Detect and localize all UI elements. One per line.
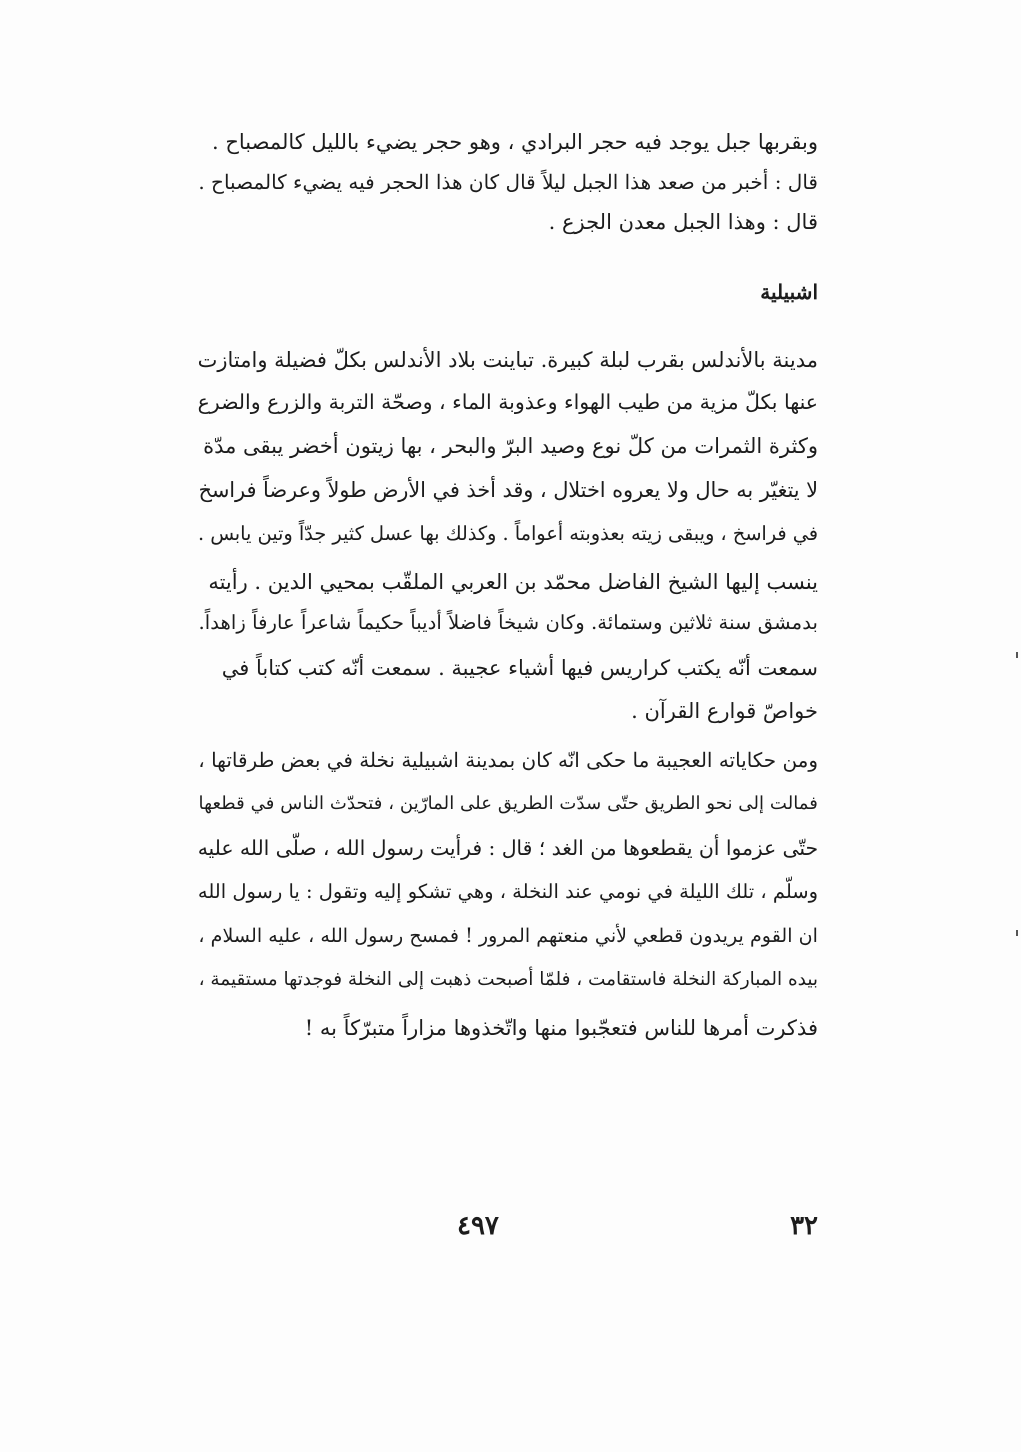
paragraph-line: وسلّم ، تلك الليلة في نومي عند النخلة ، وهي تشكو إليه وتقول : يا رسول الله (197, 880, 818, 903)
section-number: ٣٢ (790, 1211, 818, 1241)
page-number: ٤٩٧ (457, 1211, 499, 1241)
paragraph-line: حتّى عزموا أن يقطعوها من الغد ؛ قال : فرأيت رسول الله ، صلّى الله عليه (197, 836, 818, 860)
section-title: اشبيلية (760, 280, 818, 304)
paragraph-line: فذكرت أمرها للناس فتعجّبوا منها واتّخذوها مزاراً متبرّكاً به ! (304, 1016, 818, 1040)
paragraph-line: عنها بكلّ مزية من طيب الهواء وعذوبة الماء ، وصحّة التربة والزرع والضرع (197, 390, 818, 414)
scan-speck (1016, 930, 1018, 936)
paragraph-line: في فراسخ ، ويبقى زيته بعذوبته أعواماً . وكذلك بها عسل كثير جدّاً وتين يابس . (197, 522, 818, 545)
paragraph-line: بيده المباركة النخلة فاستقامت ، فلمّا أصبحت ذهبت إلى النخلة فوجدتها مستقيمة ، (198, 969, 818, 990)
paragraph-line: وكثرة الثمرات من كلّ نوع وصيد البرّ والبحر ، بها زيتون أخضر يبقى مدّة (203, 434, 818, 458)
paragraph-line: ينسب إليها الشيخ الفاضل محمّد بن العربي الملقّب بمحيي الدين . رأيته (208, 570, 818, 594)
paragraph-line: بدمشق سنة ثلاثين وستمائة. وكان شيخاً فاضلاً أديباً حكيماً شاعراً عارفاً زاهداً. (198, 611, 818, 634)
paragraph-line: لا يتغيّر به حال ولا يعروه اختلال ، وقد أخذ في الأرض طولاً وعرضاً فراسخ (198, 478, 818, 502)
paragraph-line: مدينة بالأندلس بقرب لبلة كبيرة. تباينت بلاد الأندلس بكلّ فضيلة وامتازت (197, 348, 818, 372)
paragraph-line: سمعت أنّه يكتب كراريس فيها أشياء عجيبة . سمعت أنّه كتب كتاباً في (221, 656, 818, 680)
intro-line: قال : أخبر من صعد هذا الجبل ليلاً قال كان هذا الحجر فيه يضيء كالمصباح . (198, 170, 818, 194)
scan-speck (1016, 652, 1018, 658)
paragraph-line: ان القوم يريدون قطعي لأني منعتهم المرور ! فمسح رسول الله ، عليه السلام ، (198, 924, 818, 947)
intro-line: قال : وهذا الجبل معدن الجزع . (548, 210, 818, 234)
paragraph-line: خواصّ قوارع القرآن . (631, 699, 818, 723)
paragraph-line: فمالت إلى نحو الطريق حتّى سدّت الطريق على المارّين ، فتحدّث الناس في قطعها (198, 793, 818, 814)
intro-line: وبقربها جبل يوجد فيه حجر البرادي ، وهو حجر يضيء بالليل كالمصباح . (211, 130, 818, 154)
paragraph-line: ومن حكاياته العجيبة ما حكى انّه كان بمدينة اشبيلية نخلة في بعض طرقاتها ، (198, 748, 818, 772)
